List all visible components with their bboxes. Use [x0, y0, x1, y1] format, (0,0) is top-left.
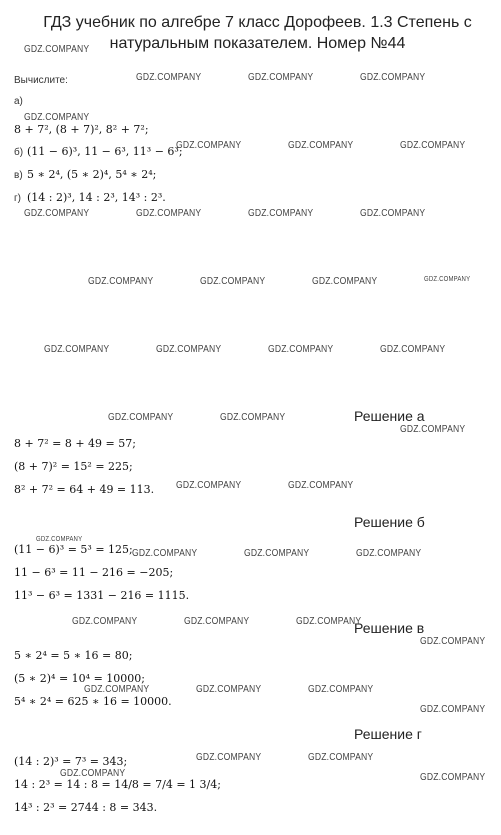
task-a-expression: 8 + 7², (8 + 7)², 8² + 7²; — [14, 123, 149, 136]
solution-c-line-1: 5 ∗ 2⁴ = 5 ∗ 16 = 80; — [14, 649, 133, 662]
watermark: GDZ.COMPANY — [268, 344, 334, 355]
solution-a-line-1: 8 + 7² = 8 + 49 = 57; — [14, 437, 136, 450]
watermark: GDZ.COMPANY — [196, 684, 262, 695]
watermark: GDZ.COMPANY — [156, 344, 222, 355]
solution-b-line-3: 11³ − 6³ = 1331 − 216 = 1115. — [14, 589, 190, 602]
page-title — [20, 12, 495, 54]
watermark: GDZ.COMPANY — [24, 208, 90, 219]
watermark: GDZ.COMPANY — [136, 72, 202, 83]
task-b-prefix: б) — [14, 147, 24, 158]
watermark: GDZ.COMPANY — [360, 208, 426, 219]
solution-d-line-1: (14 : 2)³ = 7³ = 343; — [14, 755, 128, 768]
task-intro: Вычислите: — [14, 75, 68, 86]
watermark: GDZ.COMPANY — [36, 536, 83, 543]
page-title-line-2: натуральным показателем. Номер №44 — [109, 35, 406, 52]
task-d-expression: (14 : 2)³, 14 : 2³, 14³ : 2³. — [27, 191, 166, 204]
watermark: GDZ.COMPANY — [108, 412, 174, 423]
watermark: GDZ.COMPANY — [24, 112, 90, 123]
solution-b-line-1: (11 − 6)³ = 5³ = 125; — [14, 543, 133, 556]
watermark: GDZ.COMPANY — [44, 344, 110, 355]
watermark: GDZ.COMPANY — [196, 752, 262, 763]
solution-a-line-3: 8² + 7² = 64 + 49 = 113. — [14, 483, 155, 496]
watermark: GDZ.COMPANY — [24, 44, 90, 55]
task-c-prefix: в) — [14, 170, 23, 181]
watermark: GDZ.COMPANY — [380, 344, 446, 355]
solution-c-line-2: (5 ∗ 2)⁴ = 10⁴ = 10000; — [14, 672, 145, 685]
watermark: GDZ.COMPANY — [200, 276, 266, 287]
solution-d-line-2: 14 : 2³ = 14 : 8 = 14/8 = 7/4 = 1 3/4; — [14, 778, 221, 791]
page-title-line-1: ГДЗ учебник по алгебре 7 класс Дорофеев. 1.3 Степень с — [43, 14, 472, 31]
watermark: GDZ.COMPANY — [220, 412, 286, 423]
task-d-prefix: г) — [14, 193, 21, 204]
watermark: GDZ.COMPANY — [424, 276, 471, 283]
solution-b-line-2: 11 − 6³ = 11 − 216 = −205; — [14, 566, 174, 579]
watermark: GDZ.COMPANY — [420, 704, 486, 715]
solution-b-heading: Решение б — [354, 514, 425, 530]
watermark: GDZ.COMPANY — [132, 548, 198, 559]
watermark: GDZ.COMPANY — [420, 636, 486, 647]
watermark: GDZ.COMPANY — [400, 140, 466, 151]
task-c-expression: 5 ∗ 2⁴, (5 ∗ 2)⁴, 5⁴ ∗ 2⁴; — [27, 168, 157, 181]
watermark: GDZ.COMPANY — [176, 140, 242, 151]
solution-c-heading: Решение в — [354, 620, 425, 636]
watermark: GDZ.COMPANY — [244, 548, 310, 559]
watermark: GDZ.COMPANY — [248, 72, 314, 83]
watermark: GDZ.COMPANY — [308, 752, 374, 763]
watermark: GDZ.COMPANY — [356, 548, 422, 559]
watermark: GDZ.COMPANY — [72, 616, 138, 627]
solution-a-heading: Решение а — [354, 408, 425, 424]
watermark: GDZ.COMPANY — [308, 684, 374, 695]
watermark: GDZ.COMPANY — [288, 140, 354, 151]
watermark: GDZ.COMPANY — [184, 616, 250, 627]
watermark: GDZ.COMPANY — [88, 276, 154, 287]
watermark: GDZ.COMPANY — [312, 276, 378, 287]
watermark: GDZ.COMPANY — [60, 768, 126, 779]
watermark: GDZ.COMPANY — [420, 772, 486, 783]
watermark: GDZ.COMPANY — [296, 616, 362, 627]
watermark: GDZ.COMPANY — [288, 480, 354, 491]
watermark: GDZ.COMPANY — [176, 480, 242, 491]
watermark: GDZ.COMPANY — [248, 208, 314, 219]
solution-d-line-3: 14³ : 2³ = 2744 : 8 = 343. — [14, 801, 158, 814]
watermark: GDZ.COMPANY — [360, 72, 426, 83]
watermark: GDZ.COMPANY — [84, 684, 150, 695]
task-b-expression: (11 − 6)³, 11 − 6³, 11³ − 6³; — [27, 145, 183, 158]
solution-a-line-2: (8 + 7)² = 15² = 225; — [14, 460, 133, 473]
solution-d-heading: Решение г — [354, 726, 422, 742]
solution-c-line-3: 5⁴ ∗ 2⁴ = 625 ∗ 16 = 10000. — [14, 695, 172, 708]
task-a-prefix: а) — [14, 96, 23, 107]
watermark: GDZ.COMPANY — [136, 208, 202, 219]
watermark: GDZ.COMPANY — [400, 424, 466, 435]
